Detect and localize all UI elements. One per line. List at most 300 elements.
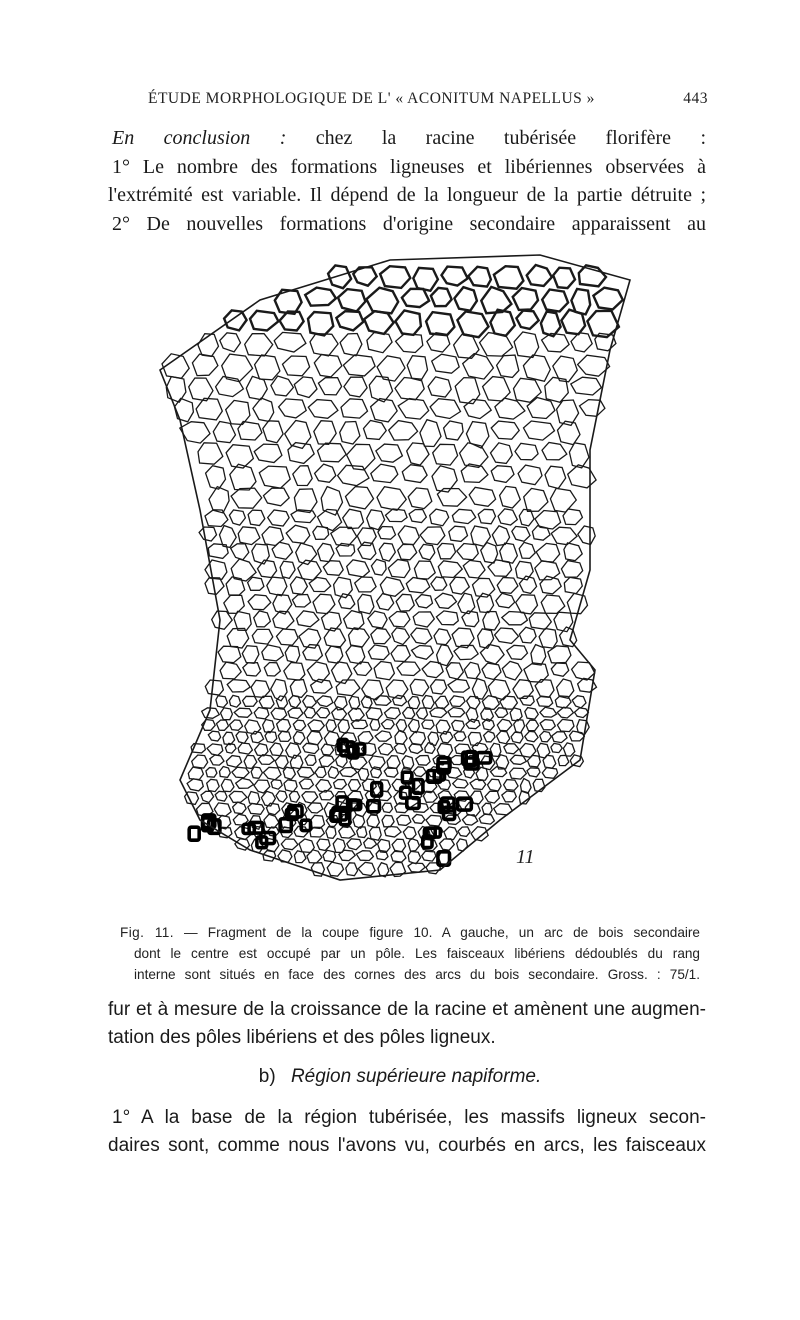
cell (220, 333, 241, 352)
cell (344, 611, 364, 630)
cell (368, 611, 387, 628)
cell (326, 827, 336, 839)
cell (374, 662, 394, 680)
cell (397, 662, 420, 676)
cell (471, 827, 488, 841)
cell (519, 542, 535, 558)
cell (321, 744, 334, 755)
cell (578, 526, 595, 545)
cell (289, 696, 301, 708)
xylem-cell (372, 783, 382, 796)
cell (525, 708, 539, 720)
cell (336, 680, 360, 696)
cell (410, 679, 429, 696)
cell (283, 767, 295, 779)
cell (215, 791, 227, 801)
cell (478, 509, 495, 524)
cell (426, 815, 442, 826)
cell (408, 697, 420, 709)
next-line-2: daires sont, comme nous l'avons vu, courbés en arcs, les faisceaux (108, 1135, 706, 1156)
cell (557, 719, 574, 731)
cell (470, 779, 486, 789)
cell (571, 333, 592, 352)
cell (368, 645, 389, 660)
cell (416, 756, 430, 766)
cell (564, 543, 582, 561)
cell (299, 779, 313, 789)
next-line-1: 1° A la base de la région tubérisée, les massifs ligneux secon- (112, 1107, 706, 1128)
cell (396, 594, 414, 611)
xylem-cell (458, 798, 472, 810)
cell (293, 720, 305, 731)
cell (491, 466, 514, 483)
cell (284, 663, 305, 681)
cell (338, 289, 365, 311)
cell (397, 815, 411, 825)
cell (526, 720, 538, 731)
cell (216, 696, 228, 708)
cell (187, 779, 203, 791)
cell (557, 679, 574, 698)
cell (340, 334, 362, 356)
cell (529, 613, 551, 630)
cell (205, 560, 227, 579)
cell (264, 814, 279, 828)
cell (255, 355, 280, 380)
cell (531, 645, 546, 666)
cell (497, 731, 510, 744)
cell (288, 708, 303, 719)
cell (458, 827, 470, 837)
cell (227, 680, 250, 692)
cell (315, 464, 336, 482)
cell (380, 266, 410, 288)
cell (369, 376, 392, 402)
cell (431, 288, 452, 306)
cell (427, 333, 450, 352)
cell (294, 377, 317, 398)
cell (488, 779, 502, 791)
cell (378, 743, 393, 755)
cell (376, 444, 403, 462)
cell (442, 267, 468, 286)
cell (551, 743, 562, 752)
cell (422, 720, 434, 729)
cell (233, 802, 247, 814)
cell (513, 288, 538, 310)
cell (557, 707, 573, 718)
cell (490, 310, 514, 336)
cell (317, 696, 333, 707)
cell (412, 815, 424, 824)
cell (466, 719, 480, 729)
cell (433, 444, 458, 465)
cell (500, 696, 518, 709)
cell (422, 851, 436, 861)
cell (308, 720, 324, 731)
cell (229, 695, 240, 707)
cell (206, 768, 217, 778)
cell (328, 265, 351, 288)
cell (236, 778, 254, 788)
cell (385, 708, 401, 719)
cell (462, 815, 477, 825)
cell (382, 815, 394, 827)
cell (371, 464, 398, 482)
cell (510, 708, 522, 721)
cell (406, 578, 430, 593)
cell (316, 780, 332, 793)
cell (283, 356, 310, 376)
cell (248, 595, 271, 610)
cell (516, 311, 538, 329)
cell (366, 708, 382, 720)
section-heading (0, 1066, 800, 1088)
cell (303, 743, 319, 753)
cell (316, 707, 330, 717)
caption-label: Fig. 11. (120, 925, 174, 940)
cell (323, 561, 343, 576)
cell (524, 488, 548, 511)
cell (379, 543, 395, 561)
cell (294, 851, 306, 863)
cell (395, 731, 407, 745)
cell (251, 767, 262, 778)
cell (393, 695, 407, 706)
cell (267, 577, 287, 596)
cell (504, 780, 518, 791)
cell (314, 354, 342, 377)
cell (398, 544, 417, 560)
cell (389, 612, 410, 628)
figure-caption (120, 922, 700, 985)
cell (302, 792, 318, 803)
cell (541, 312, 561, 337)
cell (366, 288, 398, 314)
cell (318, 443, 347, 462)
cell (507, 645, 528, 659)
cell (398, 399, 429, 420)
cell (524, 421, 555, 440)
cell (428, 377, 451, 397)
cell (510, 768, 527, 779)
cell (328, 767, 339, 779)
cell (527, 768, 540, 777)
cell (294, 489, 317, 513)
cell (430, 708, 447, 718)
cell (248, 792, 260, 805)
cell (278, 731, 291, 741)
cell (411, 628, 432, 644)
cell (210, 755, 224, 765)
cell (511, 732, 523, 743)
cell (570, 731, 585, 741)
cell (483, 377, 511, 401)
cell (512, 526, 530, 541)
cell (419, 544, 435, 560)
cell (224, 595, 245, 613)
cell (369, 827, 381, 840)
cell-section-illustration (140, 240, 660, 900)
cell (356, 851, 373, 861)
cell (270, 743, 283, 756)
xylem-cell (189, 827, 199, 840)
cell (387, 756, 400, 769)
cell (280, 561, 295, 578)
cell (314, 421, 336, 445)
cell (563, 509, 582, 525)
cell (221, 708, 233, 720)
cell (466, 422, 489, 448)
cell (308, 803, 323, 813)
cell (254, 611, 271, 627)
cell (540, 731, 552, 741)
cell (500, 543, 518, 563)
xylem-cell (301, 820, 310, 830)
cell (224, 310, 247, 330)
cell (440, 839, 455, 850)
cell (422, 696, 434, 709)
cell (188, 767, 203, 779)
running-title: ÉTUDE MORPHOLOGIQUE DE L' « ACONITUM NAPELLUS » (148, 90, 595, 107)
cell (416, 708, 427, 719)
cell (250, 311, 278, 331)
section-label: b) (258, 1066, 276, 1087)
cell (293, 466, 312, 486)
cell (310, 334, 338, 356)
cell (550, 488, 576, 512)
cell (448, 679, 470, 692)
cell (319, 756, 334, 767)
cell (259, 466, 290, 488)
cell (272, 542, 292, 559)
cell (205, 510, 228, 527)
cell (422, 662, 443, 678)
cell (354, 662, 372, 676)
cell (265, 732, 277, 743)
cell (271, 376, 294, 396)
cell (251, 680, 270, 697)
cell (450, 696, 465, 707)
cell (344, 377, 367, 397)
cell (408, 719, 419, 733)
cell (410, 731, 426, 745)
cell (479, 814, 494, 824)
cell (226, 400, 250, 424)
cell (446, 663, 463, 679)
cell (483, 612, 500, 631)
cell (243, 696, 258, 706)
cell (539, 629, 557, 649)
cell (458, 593, 475, 613)
cell (230, 720, 243, 730)
cell (430, 509, 449, 526)
continuation-line-1: fur et à mesure de la croissance de la racine et amènent une augmen- (108, 999, 706, 1020)
cell (460, 443, 488, 468)
cell (292, 595, 310, 608)
cell (340, 422, 360, 445)
cell (396, 720, 406, 732)
cell (325, 646, 342, 663)
cell (271, 708, 287, 720)
cell (467, 696, 480, 709)
intro-line-1 (108, 124, 706, 153)
cell (497, 719, 512, 731)
cell (346, 646, 365, 664)
cell (358, 542, 376, 559)
cell (277, 719, 291, 732)
cell (284, 780, 297, 792)
cell (281, 839, 298, 850)
cell (305, 755, 316, 766)
cell (563, 743, 574, 756)
cell (213, 422, 235, 443)
cell (253, 398, 274, 421)
cell (468, 267, 491, 287)
cell (412, 646, 434, 660)
cell (226, 577, 245, 595)
cell (434, 629, 451, 645)
cell (575, 708, 589, 718)
intro-paragraph (108, 124, 706, 238)
cell (353, 814, 365, 828)
cell (189, 378, 213, 401)
intro-line-3: l'extrémité est variable. Il dépend de la longueur de la partie détruite ; (108, 184, 706, 206)
cell (308, 312, 333, 336)
cell (515, 443, 538, 460)
cell (355, 577, 376, 592)
cell (334, 780, 347, 790)
cell (308, 400, 338, 419)
cell (236, 732, 248, 744)
cell (450, 577, 469, 594)
cell (371, 628, 391, 643)
cell (371, 559, 386, 575)
cell (395, 310, 421, 335)
cell (525, 731, 538, 741)
xylem-cell (368, 801, 380, 812)
cell (389, 421, 418, 441)
cell (349, 628, 370, 647)
cell (504, 744, 519, 754)
cell-network-drawing (140, 240, 660, 900)
cell (370, 719, 380, 730)
cell (341, 399, 368, 418)
cell (396, 334, 423, 353)
caption-line-2: dont le centre est occupé par un pôle. Les faisceaux libériens dédoublés du rang (134, 946, 700, 961)
cell (288, 443, 314, 464)
cell (199, 527, 216, 541)
cell (364, 421, 387, 440)
cell (444, 421, 464, 440)
cell (346, 863, 358, 876)
cell (448, 708, 465, 717)
cell-walls (162, 265, 623, 877)
cell (303, 696, 317, 708)
cell (263, 720, 275, 733)
cell (248, 510, 265, 525)
cell (364, 311, 393, 334)
conclusion-lead: En conclusion : (112, 127, 287, 149)
cell (480, 333, 513, 357)
cell (340, 767, 357, 776)
cell (464, 662, 480, 678)
cell (542, 443, 567, 460)
cell (381, 719, 394, 729)
cell (558, 755, 569, 765)
cell (377, 487, 406, 511)
cell (482, 803, 492, 814)
cell (367, 333, 392, 353)
cell (348, 780, 360, 791)
cell (402, 465, 427, 483)
cell (571, 377, 602, 395)
cell (496, 593, 515, 608)
cell (338, 719, 349, 733)
cell (326, 720, 336, 732)
continuation-line-2: tation des pôles libériens et des pôles ligneux. (108, 1027, 496, 1048)
cell (346, 487, 374, 509)
section-title: Région supérieure napiforme. (290, 1066, 542, 1087)
xylem-cell (438, 763, 450, 773)
cell (221, 779, 234, 792)
cell (297, 767, 314, 777)
cell (392, 628, 410, 645)
cell (408, 851, 420, 863)
cell (238, 422, 262, 441)
caption-line-1 (120, 922, 700, 943)
cell (519, 627, 536, 643)
cell (502, 661, 522, 680)
cell (402, 289, 429, 307)
cell (408, 838, 419, 851)
cell (463, 560, 485, 578)
cell (431, 680, 447, 694)
cell (431, 577, 447, 590)
cell (339, 850, 355, 860)
cell (206, 466, 226, 489)
cell (268, 510, 289, 526)
cell (339, 827, 355, 839)
cell (514, 378, 542, 402)
cell (438, 543, 456, 558)
cell (497, 578, 518, 594)
cell (332, 707, 347, 720)
cell (259, 696, 274, 708)
cell (234, 708, 252, 717)
cell (254, 707, 269, 719)
cell (347, 839, 362, 850)
cell (535, 680, 554, 698)
cell (572, 696, 586, 708)
cell (305, 288, 336, 306)
conclusion-rest: chez la racine tubérisée florifère : (286, 127, 706, 149)
cell (514, 720, 525, 733)
figure-number: 11 (516, 846, 535, 868)
cell (277, 629, 299, 645)
cell (255, 744, 268, 756)
cell (388, 560, 410, 578)
cell (238, 743, 252, 754)
cell (535, 561, 560, 580)
cell (252, 629, 272, 644)
cell (540, 707, 557, 717)
cell (537, 696, 553, 707)
cell (229, 510, 245, 525)
cell (394, 744, 406, 755)
cell (454, 287, 477, 311)
cell (561, 561, 582, 578)
